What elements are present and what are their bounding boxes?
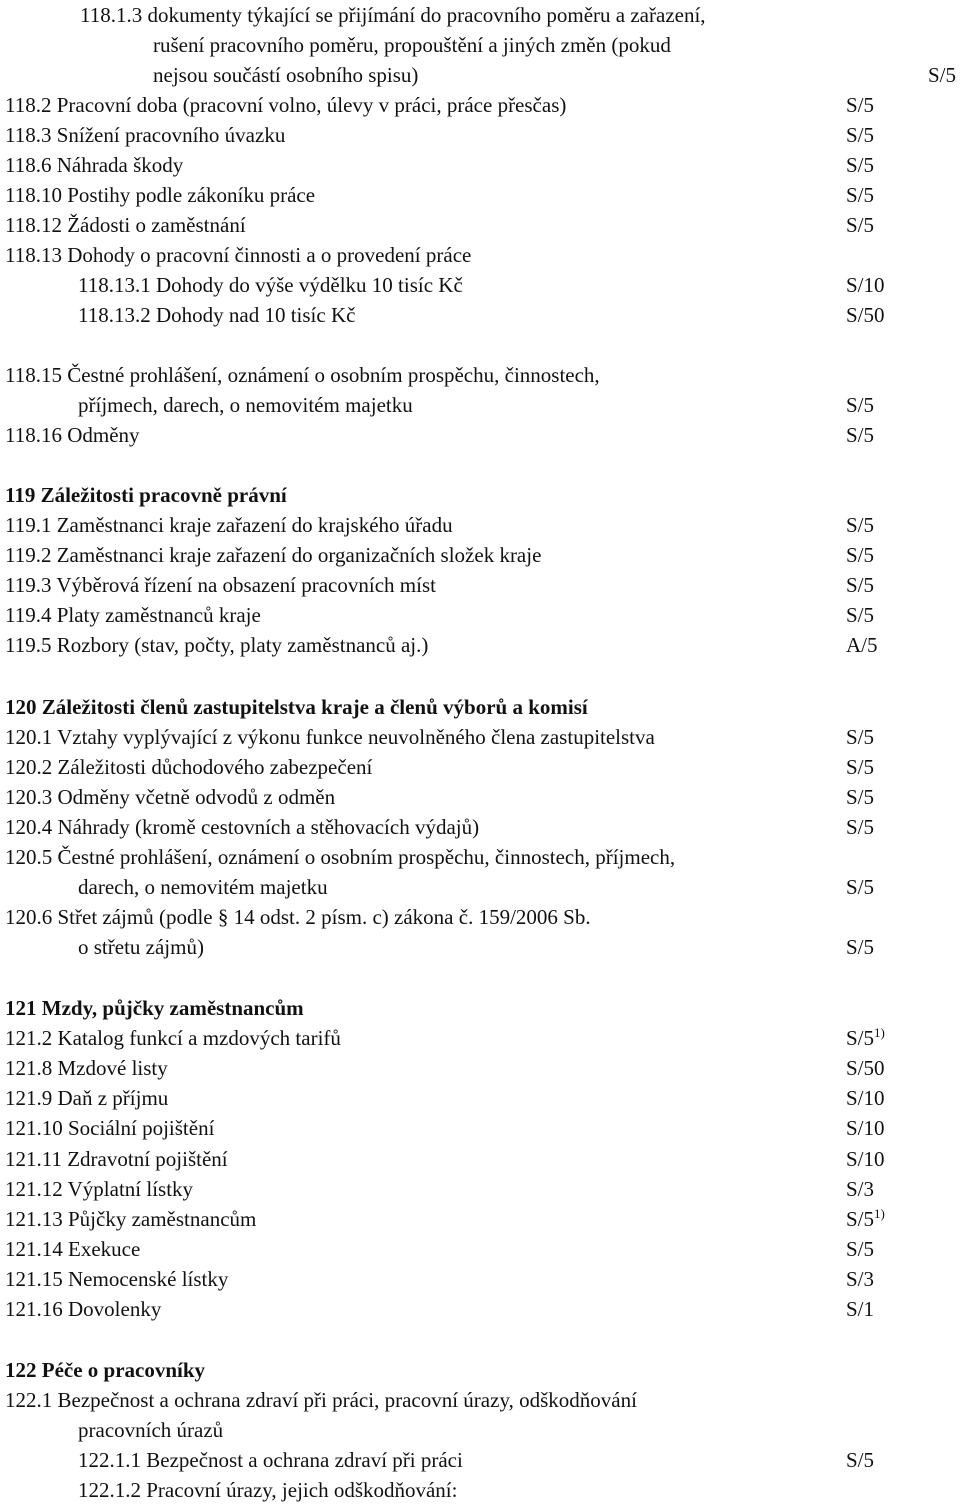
text-line: 121.12 Výplatní lístky (5, 1177, 194, 1201)
text-line: nejsou součástí osobního spisu) (153, 63, 419, 87)
retention-code: S/5 (846, 513, 875, 537)
text-line: 121.15 Nemocenské lístky (5, 1267, 229, 1291)
retention-code: S/50 (846, 303, 885, 327)
section-heading: 119 Záležitosti pracovně právní (5, 483, 287, 507)
text-line: 118.16 Odměny (5, 423, 140, 447)
text-line: 120.5 Čestné prohlášení, oznámení o osobním prospěchu, činnostech, příjmech, (5, 845, 676, 869)
text-line: 119.3 Výběrová řízení na obsazení pracovních míst (5, 573, 436, 597)
text-line: 122.1.1 Bezpečnost a ochrana zdraví při práci (78, 1448, 463, 1472)
text-line: 121.10 Sociální pojištění (5, 1116, 215, 1140)
text-line: 120.2 Záležitosti důchodového zabezpečení (5, 755, 373, 779)
text-line: 118.3 Snížení pracovního úvazku (5, 123, 286, 147)
text-line: 121.2 Katalog funkcí a mzdových tarifů (5, 1026, 341, 1050)
retention-code: S/5 (846, 815, 875, 839)
retention-code: S/10 (846, 1086, 885, 1110)
text-line: 118.12 Žádosti o zaměstnání (5, 213, 246, 237)
text-line: 118.6 Náhrada škody (5, 153, 184, 177)
code-value: S/5 (846, 1207, 875, 1231)
retention-code: S/5 (846, 93, 875, 117)
text-line: 118.10 Postihy podle zákoníku práce (5, 183, 316, 207)
retention-code: S/5 (928, 63, 957, 87)
retention-code: S/10 (846, 1147, 885, 1171)
text-line: darech, o nemovitém majetku (78, 875, 328, 899)
retention-code: S/5 (846, 1237, 875, 1261)
text-line: 120.1 Vztahy vyplývající z výkonu funkce neuvolněného člena zastupitelstva (5, 725, 655, 749)
retention-code (846, 1204, 885, 1234)
retention-code: S/5 (846, 153, 875, 177)
retention-code: S/5 (846, 785, 875, 809)
text-line: 120.3 Odměny včetně odvodů z odměn (5, 785, 336, 809)
text-line: 121.13 Půjčky zaměstnancům (5, 1207, 257, 1231)
text-line: 121.9 Daň z příjmu (5, 1086, 169, 1110)
retention-code: S/5 (846, 1448, 875, 1472)
retention-code: S/5 (846, 725, 875, 749)
retention-code: S/3 (846, 1267, 875, 1291)
text-line: 118.13.2 Dohody nad 10 tisíc Kč (78, 303, 356, 327)
retention-code: S/10 (846, 1116, 885, 1140)
section-heading: 122 Péče o pracovníky (5, 1358, 206, 1382)
code-value: S/5 (846, 1026, 875, 1050)
text-line: 121.11 Zdravotní pojištění (5, 1147, 228, 1171)
text-line: 121.14 Exekuce (5, 1237, 141, 1261)
text-line: pracovních úrazů (78, 1418, 224, 1442)
text-line: 121.16 Dovolenky (5, 1297, 162, 1321)
retention-code: A/5 (846, 633, 878, 657)
text-line: 119.1 Zaměstnanci kraje zařazení do krajského úřadu (5, 513, 453, 537)
retention-code: S/5 (846, 875, 875, 899)
footnote-mark: 1) (874, 1025, 885, 1040)
retention-code: S/5 (846, 935, 875, 959)
text-line: 118.15 Čestné prohlášení, oznámení o osobním prospěchu, činnostech, (5, 363, 600, 387)
footnote-mark: 1) (874, 1206, 885, 1221)
text-line: 119.5 Rozbory (stav, počty, platy zaměstnanců aj.) (5, 633, 429, 657)
text-line: o střetu zájmů) (78, 935, 204, 959)
retention-code: S/5 (846, 423, 875, 447)
section-heading: 120 Záležitosti členů zastupitelstva kraje a členů výborů a komisí (5, 695, 588, 719)
retention-code: S/50 (846, 1056, 885, 1080)
text-line: 120.6 Střet zájmů (podle § 14 odst. 2 písm. c) zákona č. 159/2006 Sb. (5, 905, 591, 929)
section-heading: 121 Mzdy, půjčky zaměstnancům (5, 996, 304, 1020)
text-line: příjmech, darech, o nemovitém majetku (78, 393, 413, 417)
retention-code: S/10 (846, 273, 885, 297)
text-line: 119.2 Zaměstnanci kraje zařazení do organizačních složek kraje (5, 543, 542, 567)
retention-code: S/5 (846, 755, 875, 779)
text-line: 118.1.3 dokumenty týkající se přijímání do pracovního poměru a zařazení, (80, 3, 706, 27)
text-line: 118.13 Dohody o pracovní činnosti a o provedení práce (5, 243, 472, 267)
retention-code: S/5 (846, 213, 875, 237)
retention-code: S/3 (846, 1177, 875, 1201)
text-line: 120.4 Náhrady (kromě cestovních a stěhovacích výdajů) (5, 815, 480, 839)
text-line: 122.1 Bezpečnost a ochrana zdraví při práci, pracovní úrazy, odškodňování (5, 1388, 637, 1412)
retention-code: S/5 (846, 183, 875, 207)
text-line: 118.13.1 Dohody do výše výdělku 10 tisíc Kč (78, 273, 463, 297)
retention-code: S/5 (846, 603, 875, 627)
retention-code: S/5 (846, 543, 875, 567)
text-line: 122.1.2 Pracovní úrazy, jejich odškodňování: (78, 1478, 458, 1502)
text-line: 119.4 Platy zaměstnanců kraje (5, 603, 261, 627)
text-line: rušení pracovního poměru, propouštění a jiných změn (pokud (153, 33, 671, 57)
retention-code: S/5 (846, 393, 875, 417)
text-line: 118.2 Pracovní doba (pracovní volno, úlevy v práci, práce přesčas) (5, 93, 567, 117)
retention-code (846, 1023, 885, 1053)
retention-code: S/1 (846, 1297, 875, 1321)
retention-code: S/5 (846, 573, 875, 597)
text-line: 121.8 Mzdové listy (5, 1056, 168, 1080)
retention-code: S/5 (846, 123, 875, 147)
